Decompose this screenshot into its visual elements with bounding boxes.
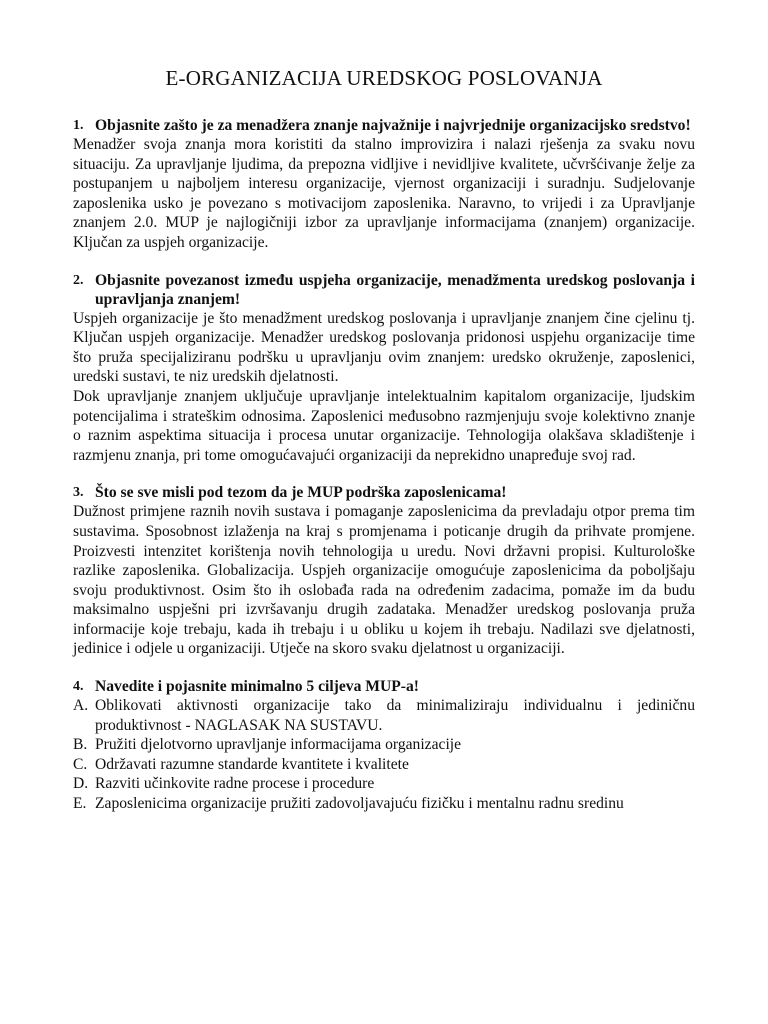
list-item-text: Održavati razumne standarde kvantitete i kvalitete bbox=[95, 755, 409, 773]
list-item bbox=[73, 735, 695, 755]
question-number: 4. bbox=[73, 679, 84, 695]
list-item-text: Oblikovati aktivnosti organizacije tako da minimaliziraju individualnu i jediničnu produktivnost - NAGLASAK NA SUSTAVU. bbox=[95, 697, 695, 734]
list-item-letter: C. bbox=[73, 755, 88, 773]
list-item bbox=[73, 794, 695, 814]
list-item-text: Razviti učinkovite radne procese i procedure bbox=[95, 775, 375, 793]
list-item-text: Zaposlenicima organizacije pružiti zadovoljavajuću fizičku i mentalnu radnu sredinu bbox=[95, 795, 624, 813]
section-3 bbox=[73, 483, 695, 659]
goals-list bbox=[73, 696, 695, 814]
question-heading bbox=[73, 271, 695, 309]
list-item bbox=[73, 696, 695, 735]
question-text: Što se sve misli pod tezom da je MUP podrška zaposlenicama! bbox=[95, 484, 507, 502]
answer-paragraph: Uspjeh organizacije je što menadžment uredskog poslovanja i upravljanje znanjem čine cjelinu tj. Ključan uspjeh organizacije. Menadžer uredskog poslovanja pridonosi uspjehu organizacije time što pruža specijaliziranu podršku u upravljanju ovim znanjem: uredsko okruženje, zaposlenici, uredski sustavi, te niz uredskih djelatnosti. bbox=[73, 309, 695, 386]
list-item-letter: D. bbox=[73, 775, 89, 793]
question-heading bbox=[73, 677, 695, 696]
list-item-letter: A. bbox=[73, 697, 89, 715]
answer-paragraph: Menadžer svoja znanja mora koristiti da stalno improvizira i nalazi rješenja za svaku novu situaciju. Za upravljanje ljudima, da prepozna vidljive i nevidljive kvalitete, učvršćivanje želje za postupanjem u najboljem interesu organizacije, vjernost organizaciji i suradnju. Sudjelovanje zaposlenika usko je povezano s motivacijom zaposlenika. Naravno, to vrijedi i za Upravljanje znanjem 2.0. MUP je najlogičniji izbor za upravljanje informacijama (znanjem) organizacije. Ključan za uspjeh organizacije. bbox=[73, 136, 695, 251]
answer-paragraph: Dok upravljanje znanjem uključuje upravljanje intelektualnim kapitalom organizacije, ljudskim potencijalima i strateškim odnosima. Zaposlenici međusobno razmjenjuju svoje kolektivno znanje o raznim aspektima situacija i procesa unutar organizacije. Tehnologija olakšava skladištenje i razmjenu znanja, pri tome omogućavajući organizaciji da neprekidno unapređuje svoj rad. bbox=[73, 387, 695, 464]
question-number: 2. bbox=[73, 272, 84, 288]
question-text: Objasnite povezanost između uspjeha organizacije, menadžmenta uredskog poslovanja i upravljanja znanjem! bbox=[95, 271, 695, 308]
section-4 bbox=[73, 677, 695, 814]
list-item-letter: E. bbox=[73, 795, 87, 813]
list-item-letter: B. bbox=[73, 736, 88, 754]
document-title: E-ORGANIZACIJA UREDSKOG POSLOVANJA bbox=[165, 66, 603, 90]
section-2 bbox=[73, 271, 695, 466]
question-number: 1. bbox=[73, 118, 84, 133]
list-item-text: Pružiti djelotvorno upravljanje informacijama organizacije bbox=[95, 736, 462, 754]
section-1 bbox=[73, 116, 695, 253]
question-text: Objasnite zašto je za menadžera znanje najvažnije i najvrjednije organizacijsko sredstvo! bbox=[95, 117, 691, 134]
question-text: Navedite i pojasnite minimalno 5 ciljeva MUP-a! bbox=[95, 678, 419, 696]
question-heading bbox=[73, 116, 695, 135]
question-heading bbox=[73, 483, 695, 502]
question-number: 3. bbox=[73, 485, 84, 501]
list-item bbox=[73, 755, 695, 775]
list-item bbox=[73, 774, 695, 794]
answer-paragraph: Dužnost primjene raznih novih sustava i pomaganje zaposlenicima da prevladaju otpor prema tim sustavima. Sposobnost izlaženja na kraj s promjenama i poticanje drugih da prihvate promjene. Proizvesti intenzitet korištenja novih tehnologija u uredu. Novi državni propisi. Kulturološke razlike zaposlenika. Globalizacija. Uspjeh organizacije omogućuje zaposlenicima da poboljšaju svoju produktivnost. Osim što ih oslobađa rada na određenim zadacima, pomaže im da budu maksimalno uspješni pri izvršavanju drugih zadataka. Menadžer uredskog poslovanja pruža informacije koje trebaju, kada ih trebaju i u obliku u kojem ih trebaju. Nadilazi sve djelatnosti, jedinice i odjele u organizaciji. Utječe na skoro svaku djelatnost u organizaciji. bbox=[73, 503, 695, 658]
